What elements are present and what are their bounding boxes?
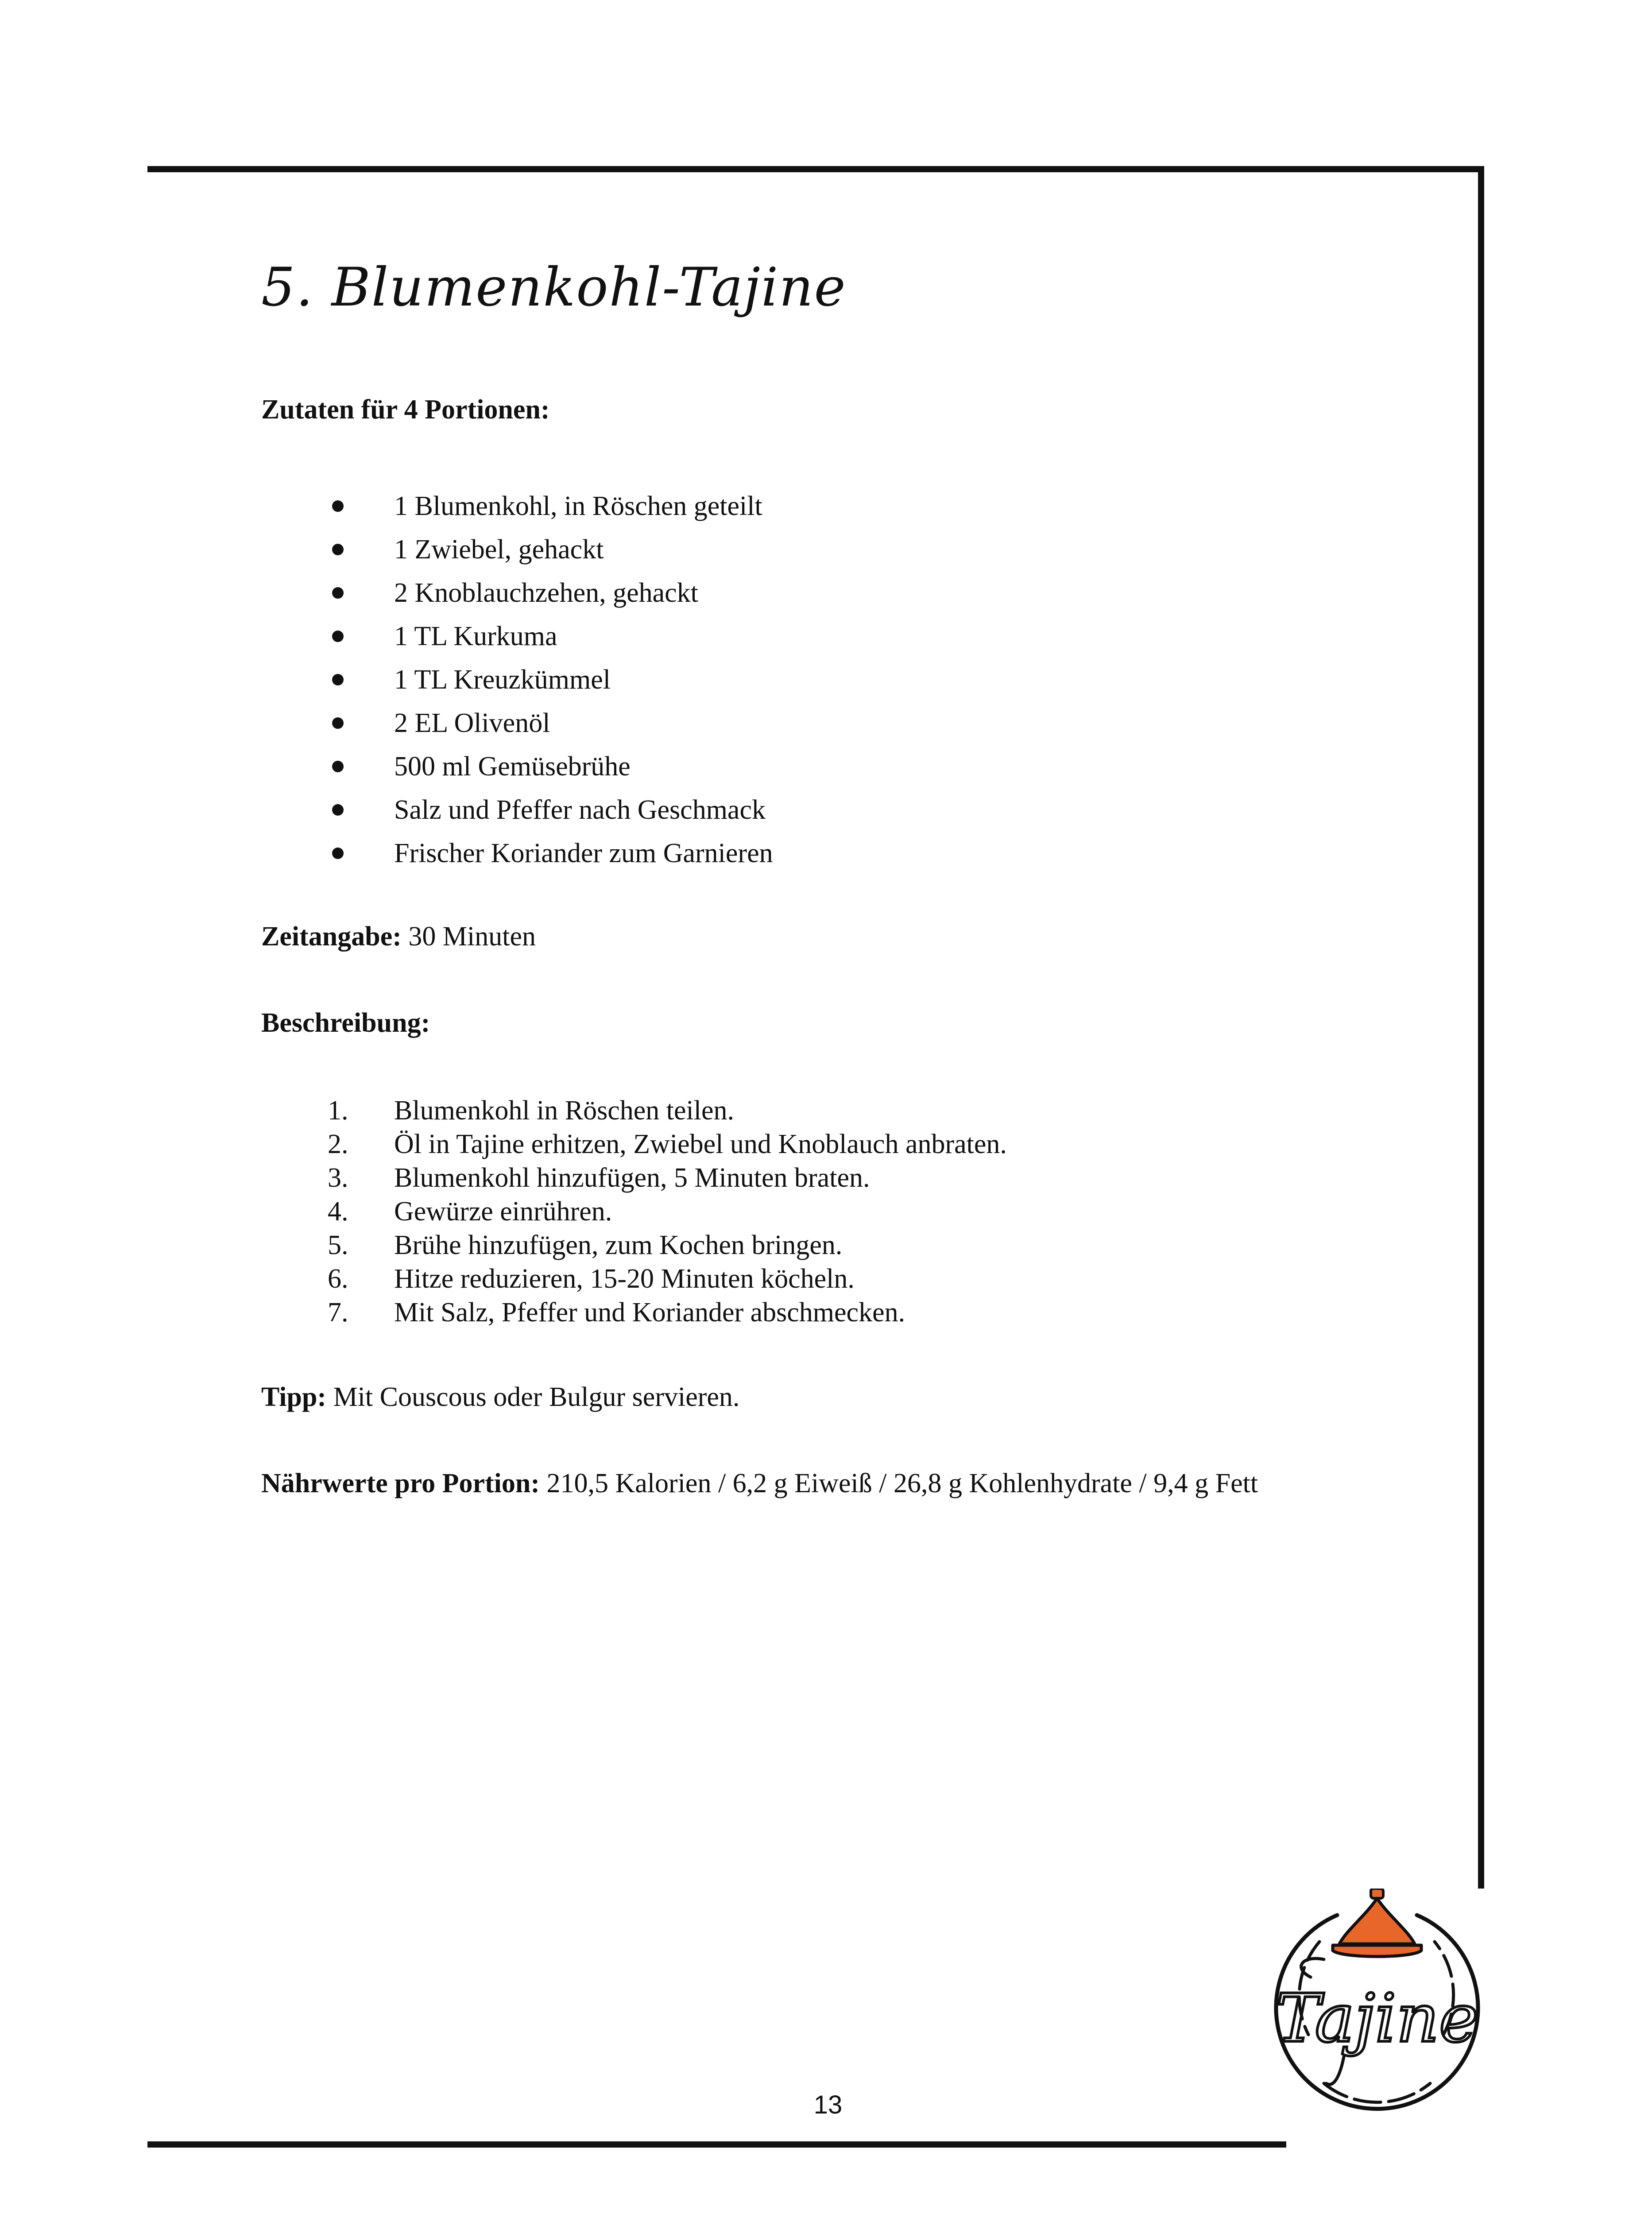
steps-list [310, 1094, 1007, 1329]
list-item [310, 1296, 1007, 1329]
tip-label: Tipp: [261, 1382, 327, 1412]
ingredients-heading-text: Zutaten für 4 Portionen: [261, 395, 550, 425]
step-number: 7. [328, 1297, 348, 1328]
ingredient-text: Frischer Koriander zum Garnieren [394, 838, 773, 868]
bullet-icon [332, 674, 344, 685]
step-number: 5. [328, 1230, 348, 1260]
bullet-icon [332, 587, 344, 599]
nutrition-line [261, 1468, 1258, 1499]
list-item [310, 528, 773, 571]
step-number: 4. [328, 1196, 348, 1227]
list-item [310, 701, 773, 745]
bullet-icon [332, 544, 344, 555]
list-item [310, 1161, 1007, 1195]
tajine-logo [1266, 1889, 1488, 2128]
tajine-pot-icon [1333, 1889, 1421, 1957]
frame-right-border [1478, 166, 1484, 1889]
list-item [310, 788, 773, 832]
list-item [310, 832, 773, 875]
list-item [310, 571, 773, 615]
ingredient-text: 1 Blumenkohl, in Röschen geteilt [394, 491, 762, 521]
tip-line [261, 1382, 739, 1413]
list-item [310, 615, 773, 658]
step-text: Brühe hinzufügen, zum Kochen bringen. [394, 1230, 843, 1260]
ingredients-list [310, 484, 773, 875]
step-text: Blumenkohl in Röschen teilen. [394, 1095, 735, 1126]
step-number: 3. [328, 1163, 348, 1193]
bullet-icon [332, 804, 344, 816]
logo-lettering: Tajine [1276, 1980, 1478, 2057]
step-text: Öl in Tajine erhitzen, Zwiebel und Knoblauch anbraten. [394, 1129, 1007, 1159]
ingredient-text: 2 Knoblauchzehen, gehackt [394, 578, 698, 608]
nutrition-value: 210,5 Kalorien / 6,2 g Eiweiß / 26,8 g Kohlenhydrate / 9,4 g Fett [540, 1468, 1258, 1498]
ingredient-text: 1 Zwiebel, gehackt [394, 534, 604, 565]
description-heading-text: Beschreibung: [261, 1008, 430, 1038]
time-line [261, 921, 536, 952]
step-number: 6. [328, 1264, 348, 1294]
ingredients-heading [261, 394, 550, 426]
bullet-icon [332, 761, 344, 772]
nutrition-label: Nährwerte pro Portion: [261, 1468, 540, 1498]
list-item [310, 1195, 1007, 1228]
frame-top-border [147, 166, 1484, 172]
description-heading [261, 1007, 430, 1039]
tip-value: Mit Couscous oder Bulgur servieren. [326, 1382, 740, 1412]
step-text: Mit Salz, Pfeffer und Koriander abschmecken. [394, 1297, 905, 1328]
ingredient-text: 500 ml Gemüsebrühe [394, 751, 631, 782]
bullet-icon [332, 500, 344, 512]
page-number: 13 [813, 2090, 843, 2119]
bullet-icon [332, 631, 344, 642]
step-number: 1. [328, 1095, 348, 1126]
list-item [310, 1094, 1007, 1127]
time-label: Zeitangabe: [261, 921, 402, 952]
bullet-icon [332, 717, 344, 729]
ingredient-text: 1 TL Kreuzkümmel [394, 665, 611, 695]
frame-bottom-border [147, 2141, 1286, 2148]
ingredient-text: 2 EL Olivenöl [394, 708, 550, 738]
step-text: Hitze reduzieren, 15-20 Minuten köcheln. [394, 1264, 855, 1294]
step-text: Gewürze einrühren. [394, 1196, 612, 1227]
list-item [310, 1262, 1007, 1296]
list-item [310, 745, 773, 788]
time-value: 30 Minuten [401, 921, 536, 952]
list-item [310, 1228, 1007, 1262]
list-item [310, 484, 773, 528]
list-item [310, 658, 773, 701]
bullet-icon [332, 848, 344, 859]
recipe-title: 5. Blumenkohl-Tajine [261, 257, 847, 318]
list-item [310, 1127, 1007, 1161]
step-text: Blumenkohl hinzufügen, 5 Minuten braten. [394, 1163, 870, 1193]
step-number: 2. [328, 1129, 348, 1159]
ingredient-text: 1 TL Kurkuma [394, 621, 557, 651]
ingredient-text: Salz und Pfeffer nach Geschmack [394, 795, 766, 825]
